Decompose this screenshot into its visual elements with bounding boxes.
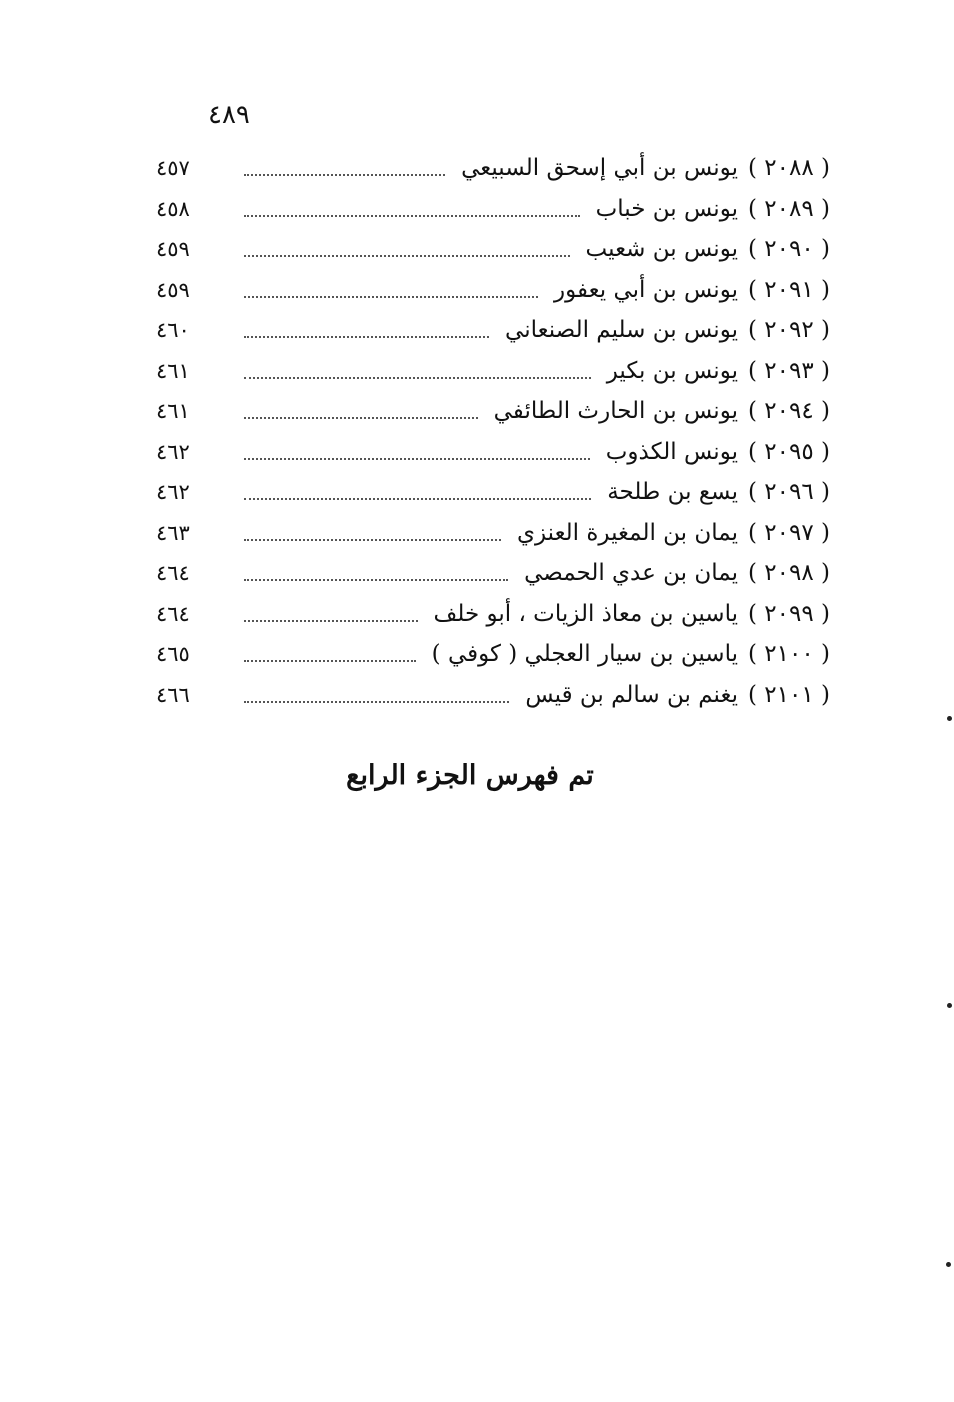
entry-name: يونس بن أبي يعفور [554, 276, 738, 303]
entry-index: ( ٢٠٩١ ) [747, 276, 830, 303]
entry-name: يغنم بن سالم بن قيس [525, 681, 738, 708]
entry-name: يونس بن خباب [595, 195, 738, 222]
toc-entry [150, 513, 830, 554]
entry-index: ( ٢١٠١ ) [747, 681, 830, 708]
entry-text [461, 155, 830, 181]
entry-page-number: ٤٦٤ [156, 601, 190, 626]
entry-page-number: ٤٦٣ [156, 520, 190, 545]
entry-text [432, 641, 830, 667]
entry-page-number: ٤٦١ [156, 399, 190, 424]
entry-name: يونس بن شعيب [585, 236, 738, 263]
entry-page-number: ٤٥٩ [156, 277, 190, 302]
toc-entry [150, 351, 830, 392]
entry-text [517, 520, 830, 546]
dotted-leader [244, 336, 489, 338]
entry-page-number: ٤٥٨ [156, 196, 190, 221]
entry-text [525, 682, 830, 708]
toc-entry [150, 310, 830, 351]
entry-text [505, 317, 830, 343]
dotted-leader [244, 458, 590, 460]
entry-name: يمان بن المغيرة العنزي [516, 519, 738, 546]
toc-entry [150, 432, 830, 473]
toc-entry [150, 634, 830, 675]
entry-index: ( ٢٠٩٤ ) [747, 398, 830, 425]
entry-text [494, 398, 830, 424]
dotted-leader [244, 701, 509, 703]
entry-text [596, 196, 830, 222]
scan-mark [947, 716, 952, 721]
entry-page-number: ٤٥٩ [156, 237, 190, 262]
dotted-leader [244, 377, 591, 379]
toc-entry [150, 594, 830, 635]
page-number: ٤٨٩ [208, 100, 250, 130]
entry-page-number: ٤٥٧ [156, 156, 190, 181]
entry-index: ( ٢٠٩٣ ) [747, 357, 830, 384]
entry-name: يونس بن أبي إسحق السبيعي [461, 155, 738, 182]
dotted-leader [244, 255, 570, 257]
entry-index: ( ٢٠٩٢ ) [747, 317, 830, 344]
entry-name: ياسين بن معاذ الزيات ، أبو خلف [433, 600, 738, 627]
scan-mark [946, 1262, 951, 1267]
entry-text [434, 601, 830, 627]
entry-page-number: ٤٦٠ [156, 318, 190, 343]
entry-page-number: ٤٦٥ [156, 642, 190, 667]
entry-index: ( ٢٠٨٩ ) [747, 195, 830, 222]
entry-index: ( ٢٠٩٥ ) [747, 438, 830, 465]
entry-name: ياسين بن سيار العجلي ( كوفي ) [431, 641, 738, 668]
entry-page-number: ٤٦٦ [156, 682, 190, 707]
toc-entry [150, 189, 830, 230]
entry-page-number: ٤٦٢ [156, 439, 190, 464]
entry-text [554, 277, 830, 303]
entry-name: يونس بن الحارث الطائفي [493, 398, 738, 425]
entry-index: ( ٢٠٩٨ ) [747, 560, 830, 587]
entry-text [524, 560, 830, 586]
entry-name: يونس بن سليم الصنعاني [505, 317, 738, 344]
dotted-leader [244, 579, 508, 581]
dotted-leader [244, 498, 591, 500]
toc-entry [150, 391, 830, 432]
entry-index: ( ٢٠٩٩ ) [747, 600, 830, 627]
entry-index: ( ٢٠٨٨ ) [747, 155, 830, 182]
toc-entry [150, 472, 830, 513]
entry-page-number: ٤٦٤ [156, 561, 190, 586]
entry-text [607, 358, 830, 384]
entry-name: يسع بن طلحة [607, 479, 738, 506]
entry-page-number: ٤٦٢ [156, 480, 190, 505]
entry-index: ( ٢٠٩٧ ) [747, 519, 830, 546]
entry-text [606, 439, 830, 465]
dotted-leader [244, 417, 478, 419]
toc-entry [150, 270, 830, 311]
entry-text [607, 479, 830, 505]
toc-entry [150, 229, 830, 270]
toc-entry [150, 553, 830, 594]
dotted-leader [244, 215, 580, 217]
dotted-leader [244, 539, 501, 541]
toc-entry [150, 148, 830, 189]
scan-mark [947, 1003, 952, 1008]
dotted-leader [244, 174, 445, 176]
dotted-leader [244, 620, 418, 622]
entry-index: ( ٢٠٩٠ ) [747, 236, 830, 263]
entry-index: ( ٢٠٩٦ ) [747, 479, 830, 506]
toc-entry [150, 675, 830, 716]
entry-page-number: ٤٦١ [156, 358, 190, 383]
dotted-leader [244, 660, 416, 662]
closing-text: تم فهرس الجزء الرابع [346, 760, 594, 791]
table-of-contents [150, 148, 830, 715]
entry-name: يونس بن بكير [606, 357, 738, 384]
entry-text [586, 236, 830, 262]
entry-index: ( ٢١٠٠ ) [747, 641, 830, 668]
dotted-leader [244, 296, 538, 298]
entry-name: يونس الكذوب [605, 438, 738, 465]
entry-name: يمان بن عدي الحمصي [524, 560, 738, 587]
